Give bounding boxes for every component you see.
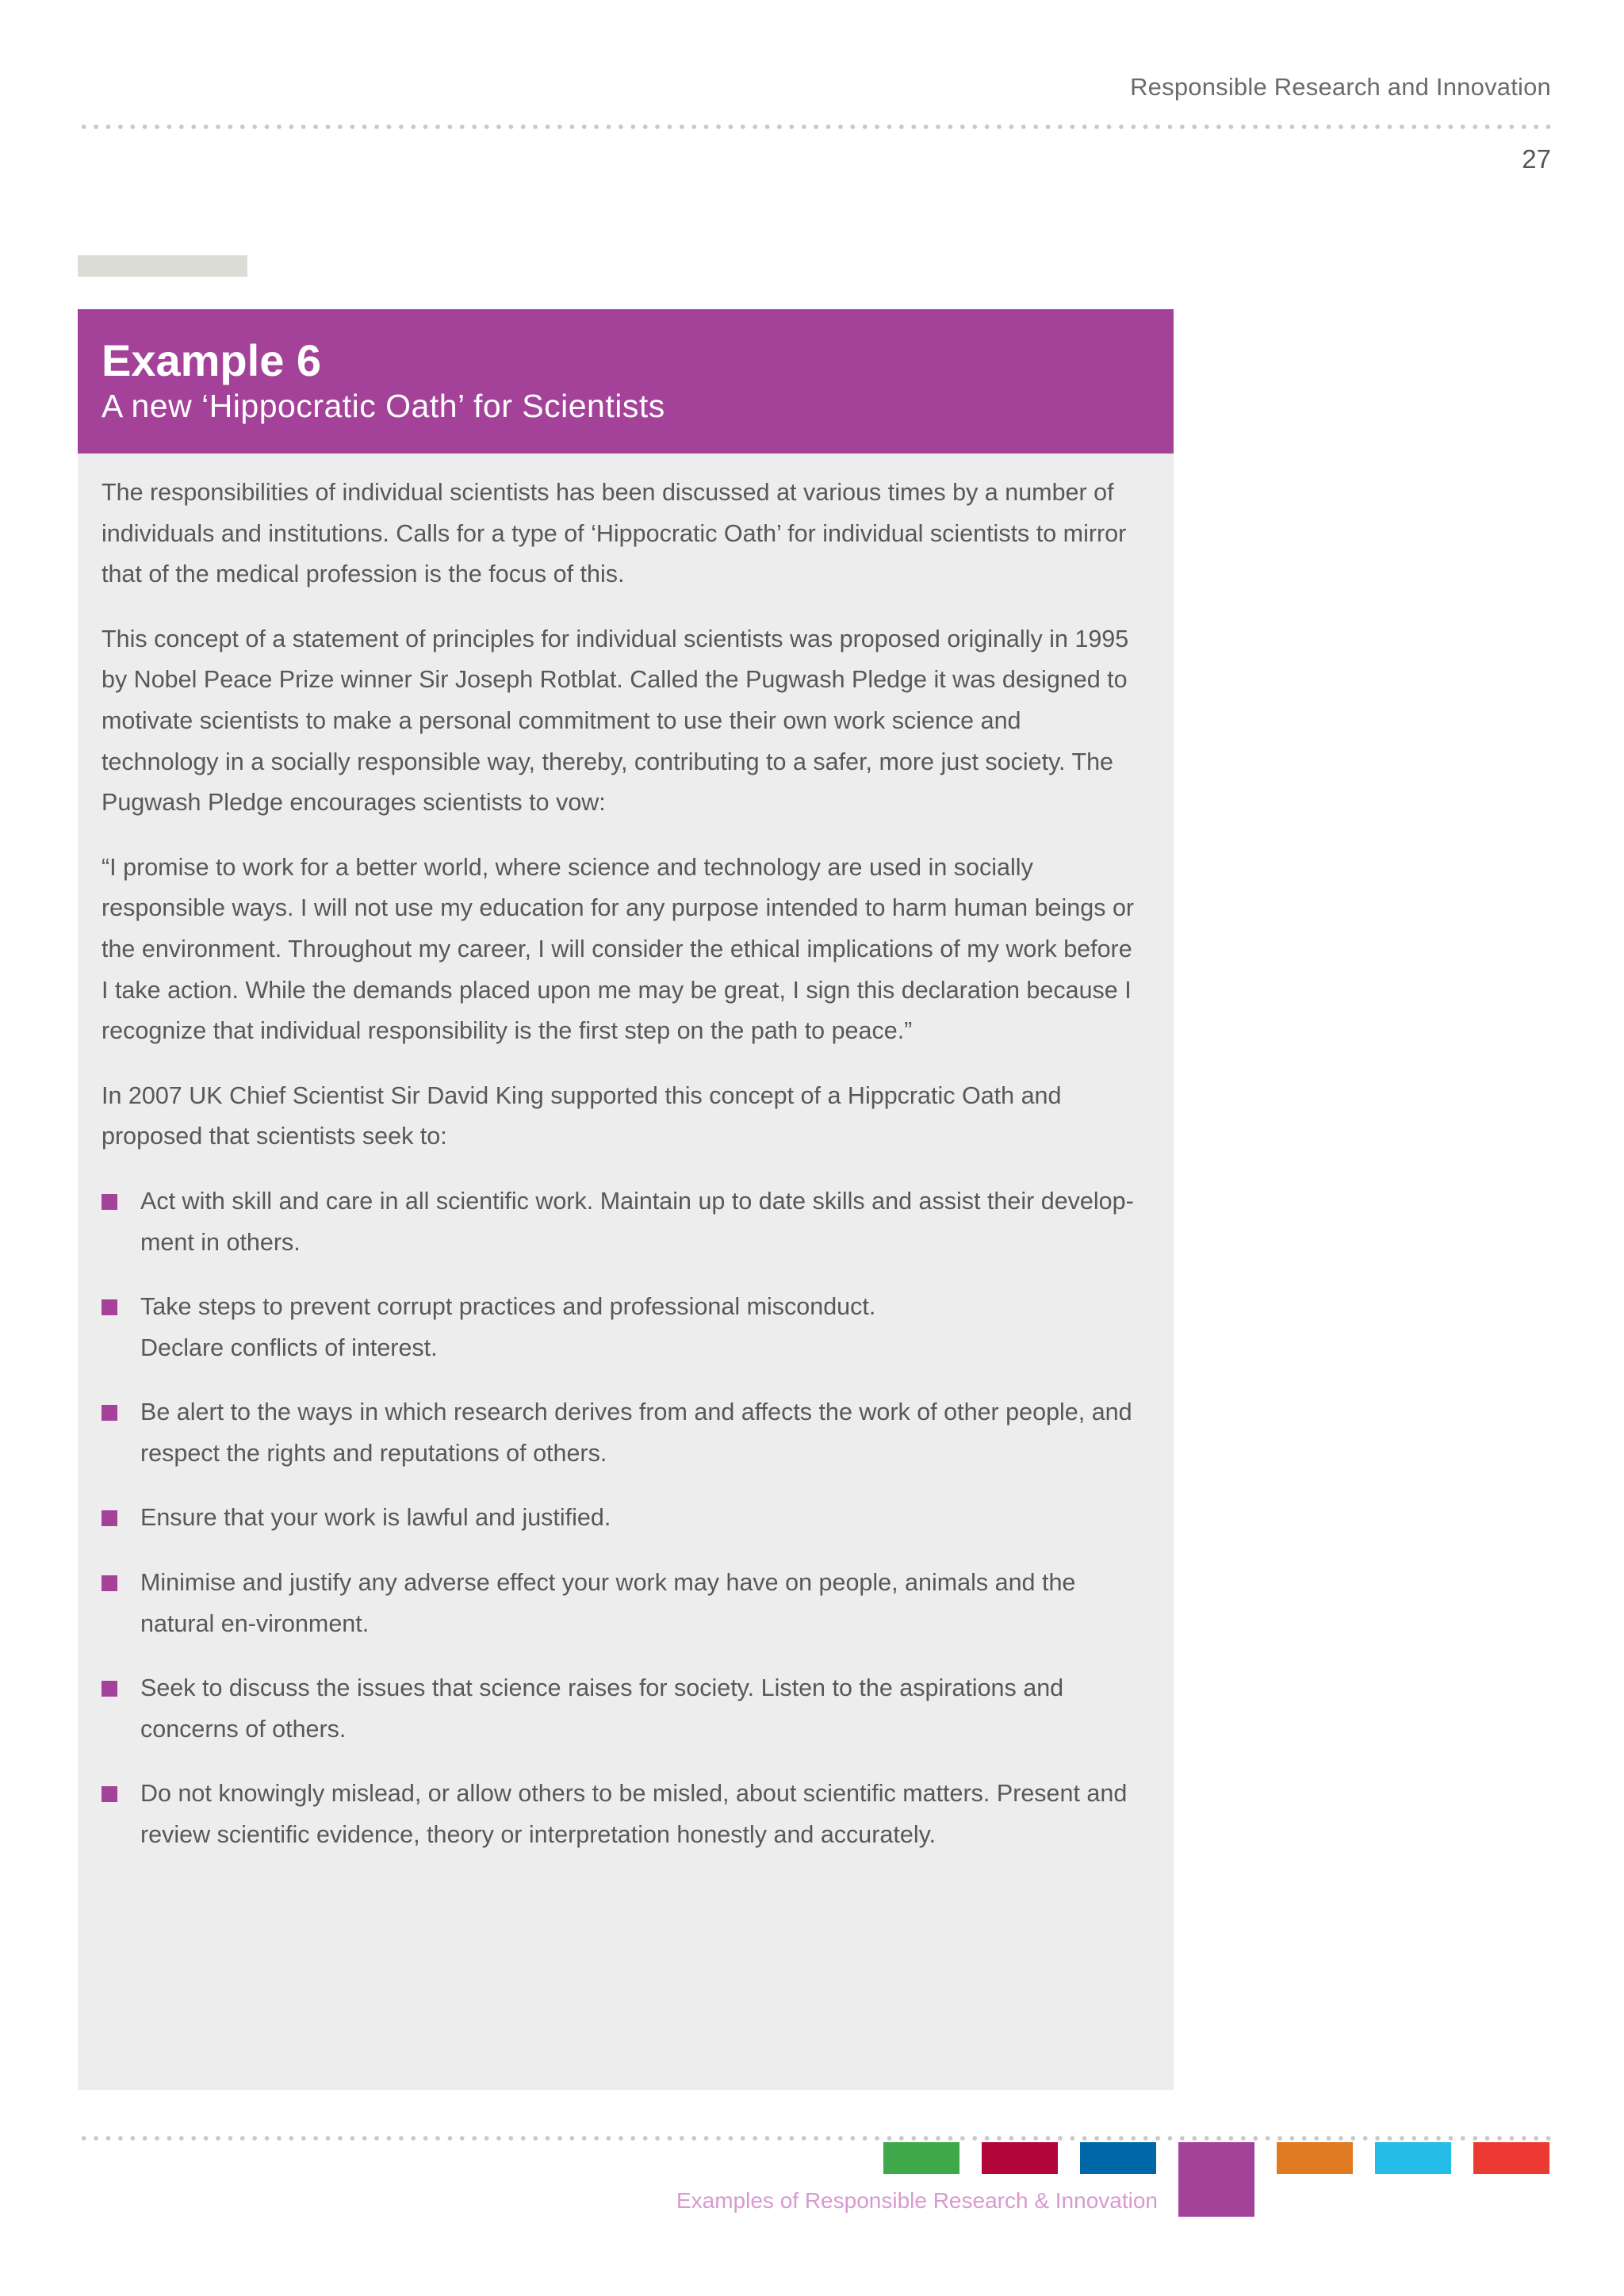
example-subtitle: A new ‘Hippocratic Oath’ for Scientists	[102, 388, 665, 424]
list-item-text: Minimise and justify any adverse effect your work may have on people, animals and the natural en-vironment.	[140, 1569, 1076, 1637]
bullet-square-icon	[102, 1510, 117, 1526]
pledge-quote: “I promise to work for a better world, where science and technology are used in socially responsible ways. I will not use my education for any purpose intended to harm human beings or the environment. Throughout my career, I will consider the ethical implications of my work before I take action. While the demands placed upon me may be great, I sign this declaration because I recognize that individual responsibility is the first step on the path to peace.”	[102, 853, 1135, 1045]
bullet-square-icon	[102, 1405, 117, 1421]
principles-list	[102, 1181, 1143, 1856]
bullet-square-icon	[102, 1194, 117, 1210]
section-swatch-purple-active[interactable]	[1178, 2142, 1254, 2217]
paragraph: In 2007 UK Chief Scientist Sir David King supported this concept of a Hippcratic Oath and proposed that scientists seek to:	[102, 1081, 1062, 1150]
list-item	[102, 1181, 1143, 1263]
list-item-text: Do not knowingly mislead, or allow others to be misled, about scientific matters. Present and review scientific evidence, theory or interpretation honestly and accurately.	[140, 1780, 1128, 1849]
top-dotted-divider	[78, 124, 1553, 129]
bottom-dotted-divider	[78, 2136, 1553, 2141]
bullet-square-icon	[102, 1681, 117, 1697]
section-swatch-red[interactable]	[1473, 2142, 1549, 2174]
running-head: Responsible Research and Innovation	[1130, 73, 1551, 101]
list-item	[102, 1498, 1143, 1539]
bullet-square-icon	[102, 1299, 117, 1315]
list-item-text: Act with skill and care in all scientific work. Maintain up to date skills and assist their develop-ment in others.	[140, 1187, 1134, 1256]
list-item	[102, 1774, 1143, 1855]
section-swatch-green[interactable]	[883, 2142, 959, 2174]
example-panel-body	[78, 453, 1174, 1856]
example-panel-header	[78, 309, 1174, 453]
paragraph: The responsibilities of individual scientists has been discussed at various times by a number of individuals and institutions. Calls for a type of ‘Hippocratic Oath’ for individual scientists to mirror that of the medical profession is the focus of this.	[102, 479, 1127, 588]
example-panel	[78, 309, 1174, 2090]
section-tab-bar	[78, 255, 247, 277]
bullet-square-icon	[102, 1786, 117, 1802]
section-swatch-blue[interactable]	[1080, 2142, 1156, 2174]
section-swatch-orange[interactable]	[1277, 2142, 1353, 2174]
section-swatch-crimson[interactable]	[982, 2142, 1058, 2174]
paragraph: This concept of a statement of principles for individual scientists was proposed originally in 1995 by Nobel Peace Prize winner Sir Joseph Rotblat. Called the Pugwash Pledge it was designed to motivate scientists to make a personal commitment to use their own work science and technology in a socially responsible way, thereby, contributing to a safer, more just society. The Pugwash Pledge encourages scientists to vow:	[102, 625, 1129, 817]
list-item	[102, 1287, 1143, 1368]
list-item	[102, 1563, 1143, 1644]
list-item-text: Seek to discuss the issues that science raises for society. Listen to the aspirations and concerns of others.	[140, 1674, 1064, 1743]
section-swatch-cyan[interactable]	[1375, 2142, 1451, 2174]
bullet-square-icon	[102, 1575, 117, 1591]
list-item-text: Be alert to the ways in which research derives from and affects the work of other people, and respect the rights and reputations of others.	[140, 1399, 1132, 1467]
list-item-text: Take steps to prevent corrupt practices and professional misconduct. Declare conflicts of interest.	[140, 1293, 876, 1361]
footer-section-title: Examples of Responsible Research & Innovation	[676, 2188, 1158, 2213]
page-number: 27	[1522, 144, 1551, 174]
list-item	[102, 1668, 1143, 1750]
example-title: Example 6	[102, 335, 322, 385]
list-item-text: Ensure that your work is lawful and justified.	[140, 1504, 611, 1532]
list-item	[102, 1392, 1143, 1474]
